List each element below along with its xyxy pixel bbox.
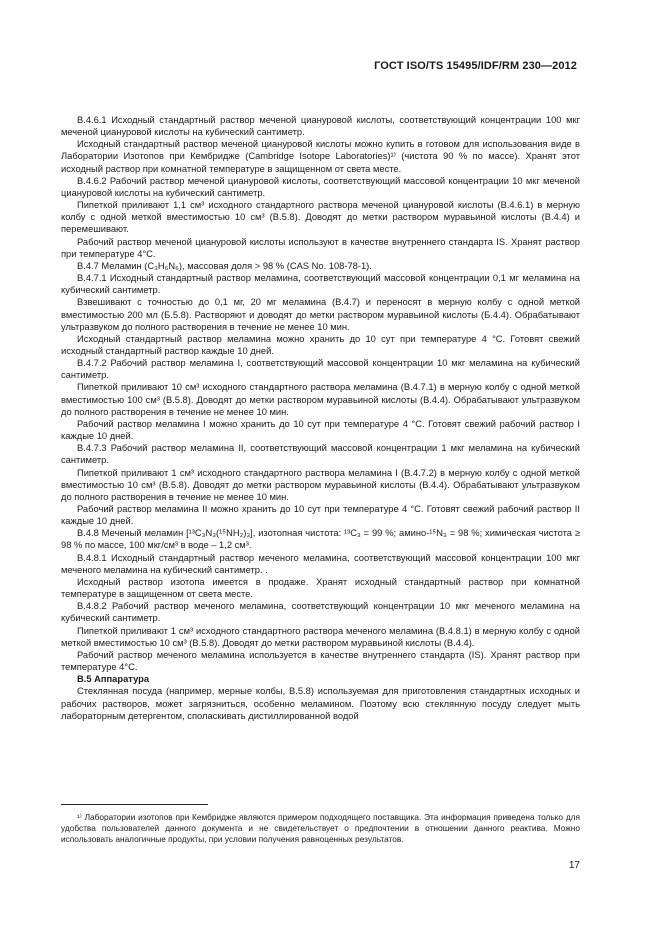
paragraph-p16: В.4.8 Меченый меламин [¹³С₃N₃(¹⁵NH₂)₃], изотопная чистота: ¹³С₃ = 99 %; амино-¹⁵N₃ = 98 %; химическая чистота ≥ 98 % по массе, 100 мкг/см³ в воде – 1,2 см³. [61,528,580,551]
paragraph-p05: Рабочий раствор меченой циануровой кислоты используют в качестве внутреннего стандарта IS. Хранят раствор при температуре 4°С. [61,236,580,259]
paragraph-p20: Пипеткой приливают 1 см³ исходного стандартного раствора меченого меламина (В.4.8.1) в мерную колбу с одной меткой вместимостью 10 см³ (В.5.8). Доводят до метки раствором муравьиной кислоты (В.4.4). [61,625,580,648]
paragraph-p01: В.4.6.1 Исходный стандартный раствор меченой циануровой кислоты, соответствующий концентрации 100 мкг меченой циануровой кислоты на кубический сантиметр. [61,115,580,138]
paragraph-p11: Пипеткой приливают 10 см³ исходного стандартного раствора меламина (В.4.7.1) в мерную колбу с одной меткой вместимостью 100 см³ (В.5.8). Доводят до метки раствором муравьиной кислоты (В.4.4). Обрабатывают ультразвуком до полного растворения в течение не менее 10 мин. [61,382,580,417]
paragraph-p09: Исходный стандартный раствор меламина можно хранить до 10 сут при температуре 4 °С. Готовят свежий исходный стандартный раствор каждые 10 дней. [61,333,580,356]
document-header: ГОСТ ISO/TS 15495/IDF/RM 230—2012 [374,60,577,72]
paragraph-p08: Взвешивают с точностью до 0,1 мг, 20 мг меламина (В.4.7) и переносят в мерную колбу с одной меткой вместимостью 200 мл (Б.5.8). Растворяют и доводят до метки раствором муравьиной кислоты (Б.4.4). Обрабатывают ультразвуком до полного растворения в течение не менее 10 мин. [61,297,580,332]
paragraph-p10: В.4.7.2 Рабочий раствор меламина I, соответствующий массовой концентрации 10 мкг меламина на кубический сантиметр. [61,358,580,381]
paragraph-p23: Стеклянная посуда (например, мерные колбы, В.5.8) используемая для приготовления стандартных исходных и рабочих растворов, может загрязниться, особенно меламином. Поэтому всю стеклянную посуду следует мыть лабораторным детергентом, споласкивать дистиллированной водой [61,686,580,721]
paragraph-p14: Пипеткой приливают 1 см³ исходного стандартного раствора меламина I (В.4.7.2) в мерную колбу с одной меткой вместимостью 10 см³ (В.5.8). Доводят до метки раствором муравьиной кислоты (В.4.4). Обрабатывают ультразвуком до полного растворения в течение не менее 10 мин. [61,467,580,502]
paragraph-p19: В.4.8.2 Рабочий раствор меченого меламина, соответствующий концентрации 10 мкг меченого меламина на кубический сантиметр. [61,601,580,624]
page-number: 17 [568,860,580,871]
paragraph-p06: В.4.7 Меламин (С₃Н₆N₆), массовая доля > 98 % (CAS No. 108-78-1). [77,260,372,271]
paragraph-p18: Исходный раствор изотопа имеется в продаже. Хранят исходный стандартный раствор при комнатной температуре в защищенном от света месте. [61,576,580,600]
paragraph-p03: В.4.6.2 Рабочий раствор меченой циануровой кислоты, соответствующий массовой концентрации 10 мкг меченой циануровой кислоты на кубический сантиметр. [61,175,580,198]
footnote-separator [61,804,208,805]
paragraph-p21: Рабочий раствор меченого меламина используется в качестве внутреннего стандарта (IS). Хранят раствор при температуре 4°С. [61,649,580,673]
paragraph-p02: Исходный стандартный раствор меченой циануровой кислоты можно купить в готовом для использования виде в Лаборатории Изотопов при Кембридже (Cambridge Isotope Laboratories)¹⁾ (чистота 90 % по массе). Хранят этот исходный раствор при комнатной температуре в защищенном от света месте. [61,139,580,174]
paragraph-p22: В.5 Аппаратура [77,674,150,685]
paragraph-p17: В.4.8.1 Исходный стандартный раствор меченого меламина, соответствующий массовой концентрации 100 мкг меченого меламина на кубический сантиметр. . [61,552,580,575]
paragraph-p13: В.4.7.3 Рабочий раствор меламина II, соответствующий массовой концентрации 1 мкг меламина на кубический сантиметр. [61,443,580,466]
paragraph-p07: В.4.7.1 Исходный стандартный раствор меламина, соответствующий массовой концентрации 0,1 мг меламина на кубический сантиметр. [61,273,580,296]
paragraph-p04: Пипеткой приливают 1,1 см³ исходного стандартного раствора меченой циануровой кислоты (В.4.6.1) в мерную колбу с одной меткой вместимостью 10 см³ (В.5.8). Доводят до метки раствором муравьиной кислоты (В.4.4) и перемешивают. [61,200,580,235]
paragraph-p15: Рабочий раствор меламина II можно хранить до 10 сут при температуре 4 °С. Готовят свежий рабочий раствор II каждые 10 дней. [61,504,580,527]
footnote: ¹⁾ Лаборатории изотопов при Кембридже являются примером подходящего поставщика. Эта информация приведена только для удобства пользователей данного документа и не свидетельствует о предпочтении в отношении данного реактива. Можно использовать аналогичные продукты, при условии получения равноценных результатов. [61,812,580,845]
document-body [61,114,580,722]
paragraph-p12: Рабочий раствор меламина I можно хранить до 10 сут при температуре 4 °С. Готовят свежий рабочий раствор I каждые 10 дней. [61,418,580,442]
